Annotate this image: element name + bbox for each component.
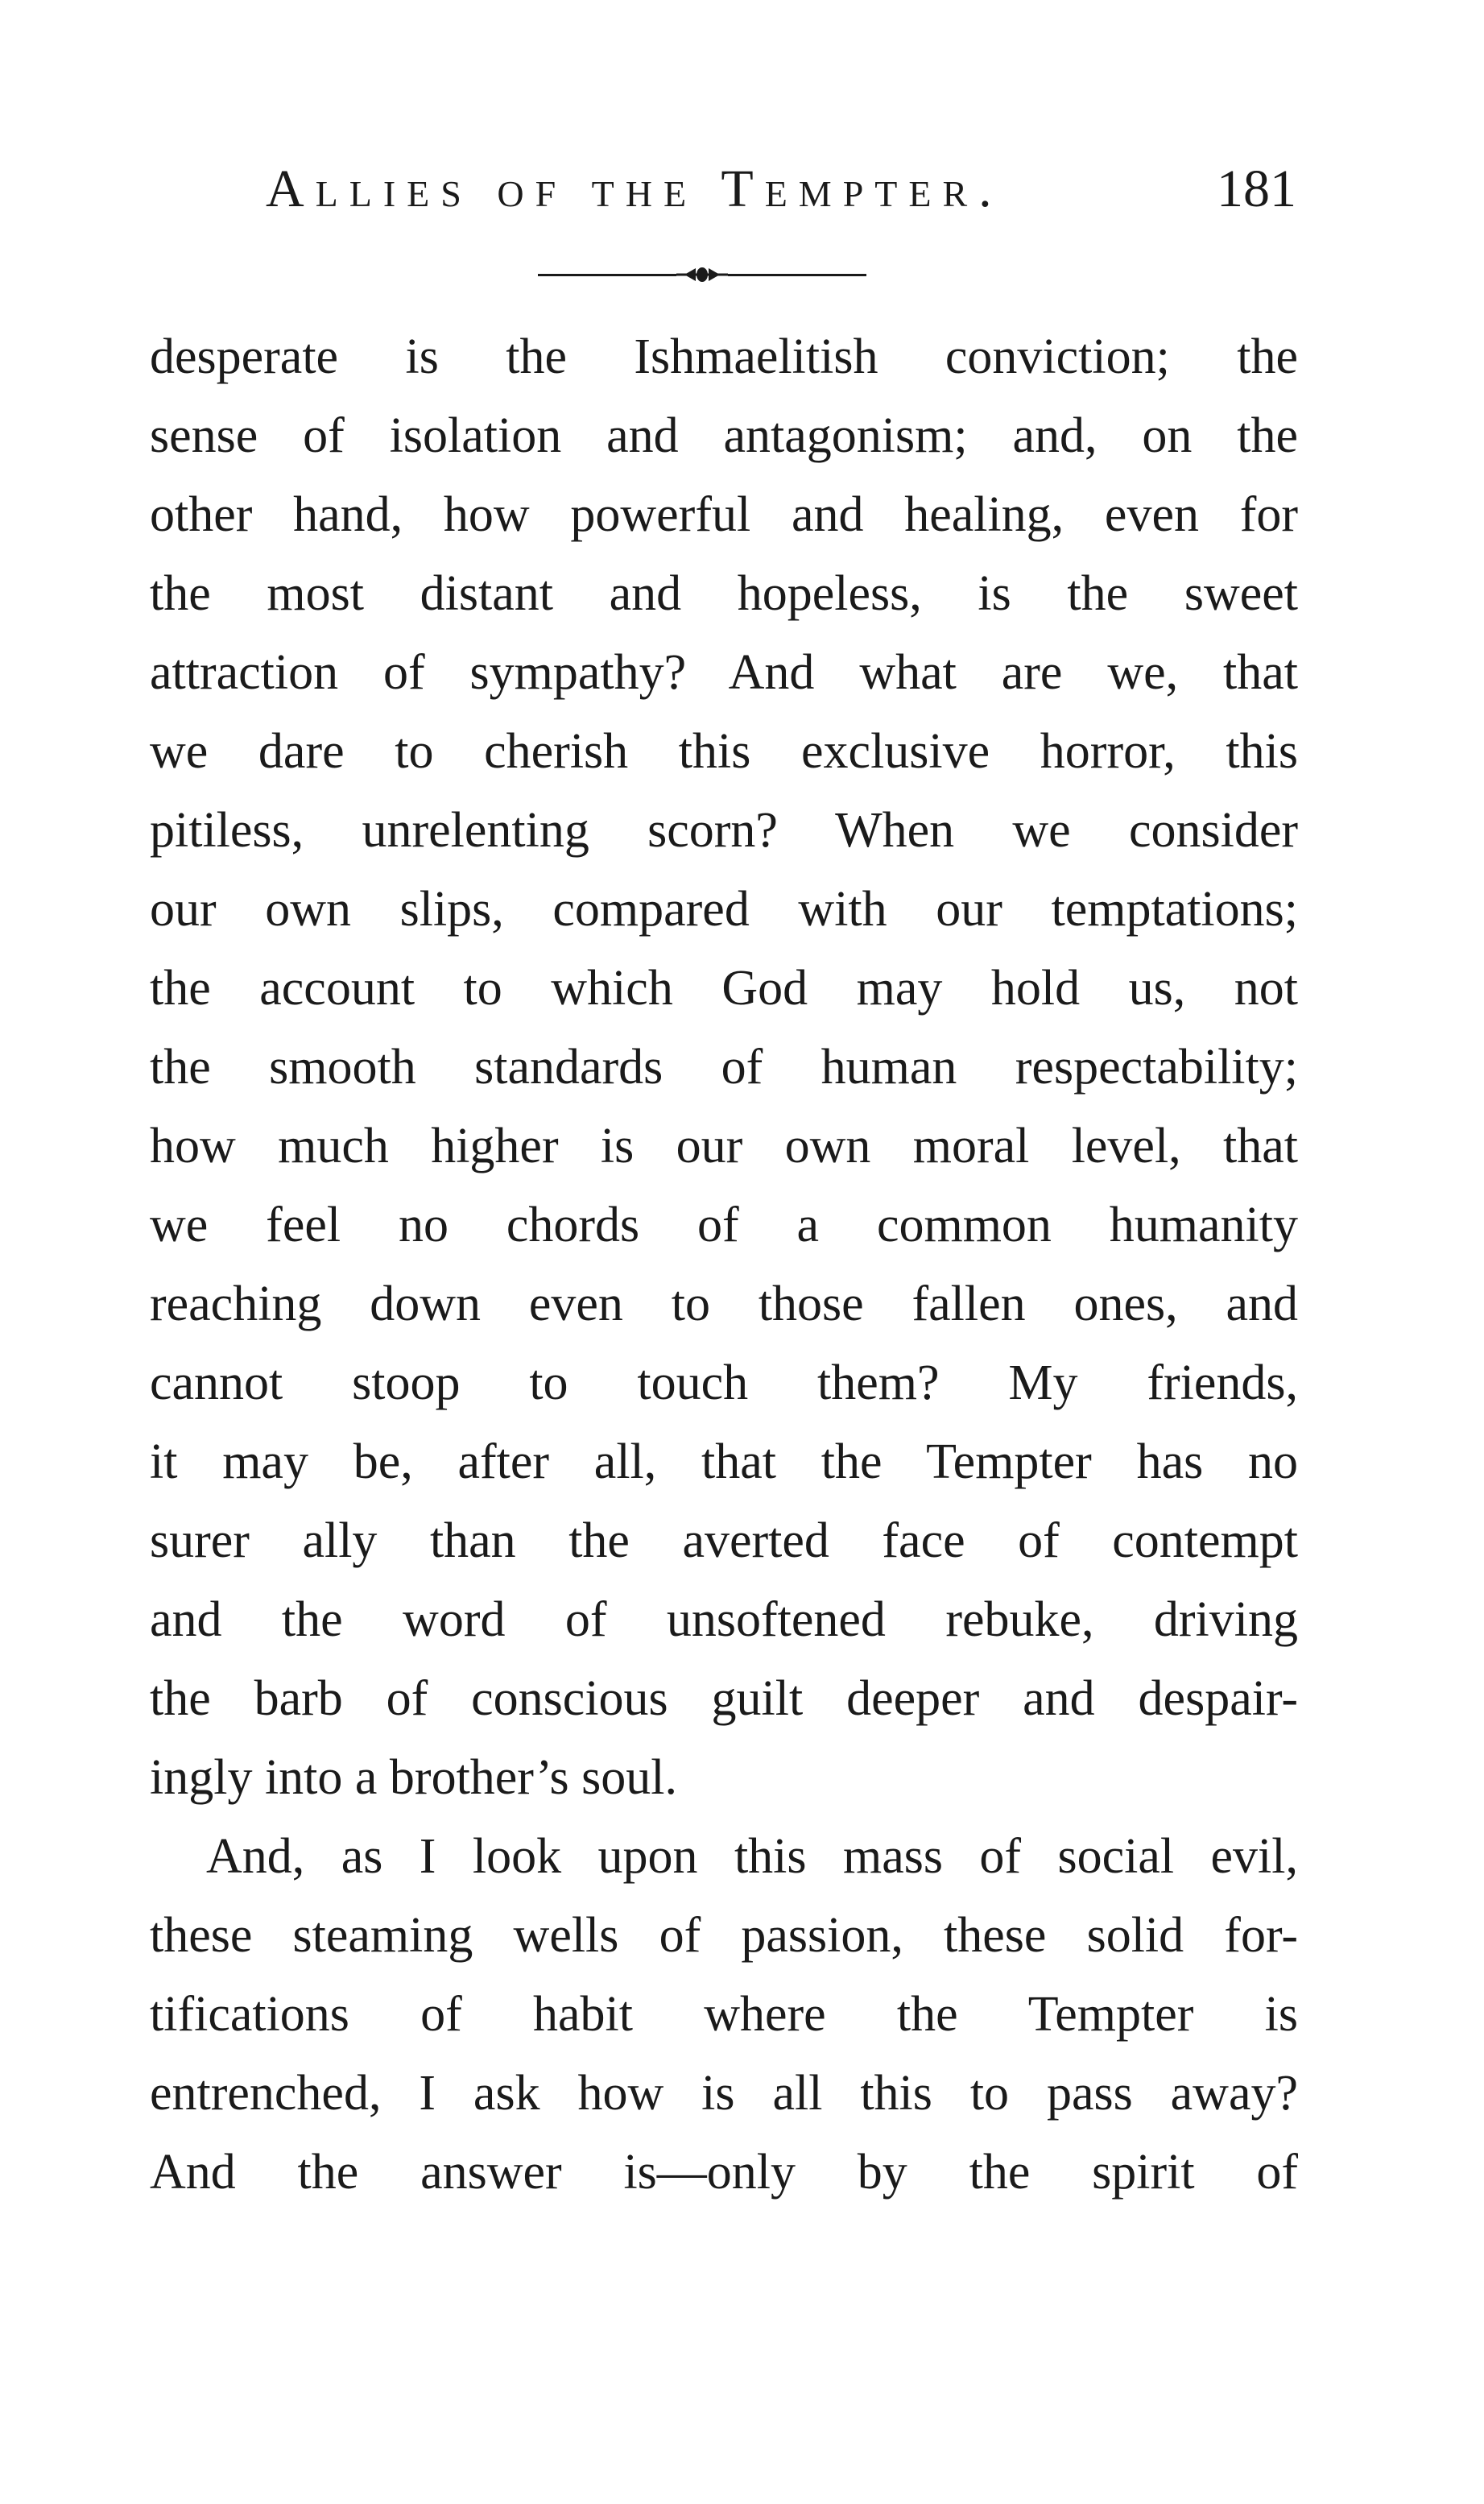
text-line: it may be, after all, that the Tempter has no xyxy=(150,1434,1298,1489)
text-line: we dare to cherish this exclusive horror, this xyxy=(150,724,1298,779)
running-head xyxy=(153,153,1296,226)
paragraph-2 xyxy=(150,1817,1298,2212)
text-line: sense of isolation and antagonism; and, on the xyxy=(150,408,1298,463)
ornament-rule xyxy=(538,263,866,287)
text-line: the smooth standards of human respectability; xyxy=(150,1040,1298,1095)
text-line: the most distant and hopeless, is the sweet xyxy=(150,566,1298,621)
body-text xyxy=(150,317,1298,2212)
text-line: reaching down even to those fallen ones, and xyxy=(150,1277,1298,1331)
text-line: ingly into a brother’s soul. xyxy=(150,1750,677,1805)
ornament-line-left xyxy=(538,274,676,276)
text-line: desperate is the Ishmaelitish conviction; the xyxy=(150,329,1298,384)
text-line: these steaming wells of passion, these solid for- xyxy=(150,1908,1298,1963)
page-number: 181 xyxy=(1217,159,1296,218)
text-line: And the answer is—only by the spirit of xyxy=(150,2145,1298,2200)
text-line: tifications of habit where the Tempter is xyxy=(150,1987,1298,2042)
text-line: entrenched, I ask how is all this to pass away? xyxy=(150,2066,1298,2121)
text-line: the barb of conscious guilt deeper and despair- xyxy=(150,1671,1298,1726)
ornament-diamond-icon xyxy=(676,264,728,285)
text-line: other hand, how powerful and healing, even for xyxy=(150,487,1298,542)
text-line: surer ally than the averted face of contempt xyxy=(150,1513,1298,1568)
text-line: cannot stoop to touch them? My friends, xyxy=(150,1355,1298,1410)
text-line: our own slips, compared with our temptations; xyxy=(150,882,1298,937)
text-line: attraction of sympathy? And what are we, that xyxy=(150,645,1298,700)
text-line: the account to which God may hold us, not xyxy=(150,961,1298,1016)
ornament-line-right xyxy=(728,274,866,276)
text-line: And, as I look upon this mass of social evil, xyxy=(206,1829,1298,1884)
paragraph-1 xyxy=(150,317,1298,1817)
running-title: Allies of the Tempter. xyxy=(266,159,1003,218)
text-line: and the word of unsoftened rebuke, driving xyxy=(150,1592,1298,1647)
text-line: we feel no chords of a common humanity xyxy=(150,1198,1298,1252)
text-line: how much higher is our own moral level, that xyxy=(150,1119,1298,1173)
text-line: pitiless, unrelenting scorn? When we consider xyxy=(150,803,1298,858)
